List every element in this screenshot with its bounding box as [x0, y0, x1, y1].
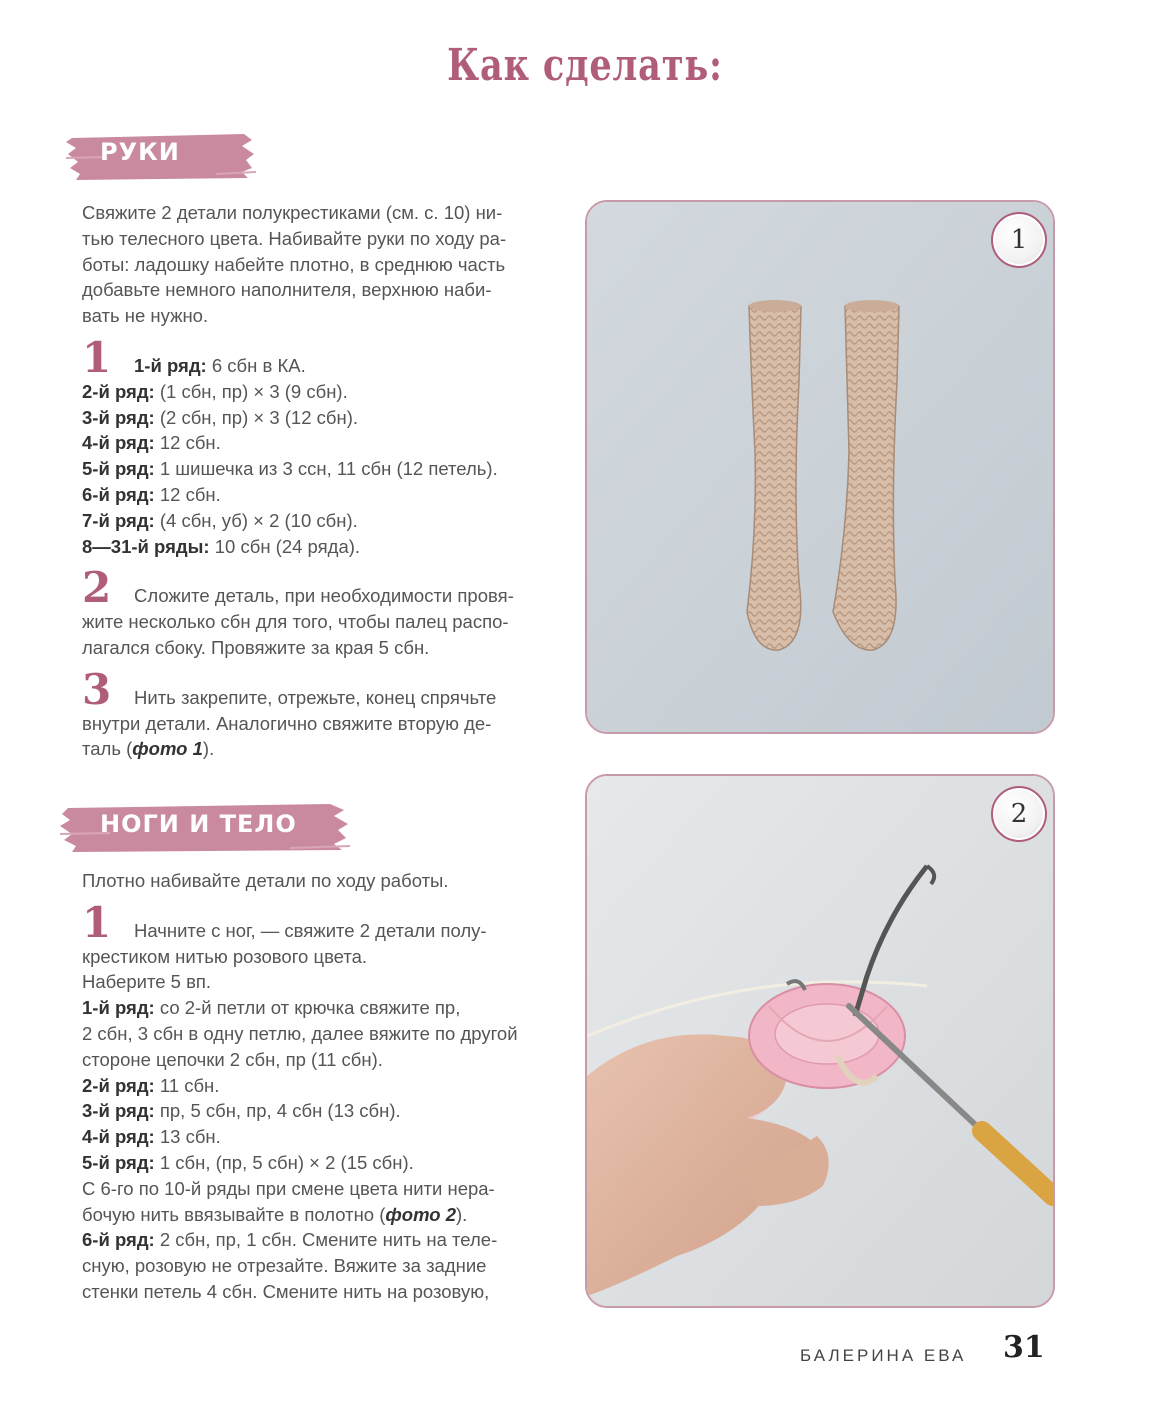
photo-1-crocheted-arms — [585, 200, 1055, 734]
row-text: пр, 5 сбн, пр, 4 сбн (13 сбн). — [154, 1100, 401, 1122]
arms-row — [82, 482, 562, 508]
arms-instructions — [82, 200, 562, 762]
arms-row — [82, 456, 562, 482]
arms-row — [82, 430, 562, 456]
crochet-arm-left — [747, 300, 801, 650]
row-text: 1 сбн, (пр, 5 сбн) × 2 (15 сбн). — [154, 1151, 414, 1173]
arms-intro-line: вать не нужно. — [82, 305, 209, 327]
section-heading-legs-label: НОГИ И ТЕЛО — [100, 810, 297, 838]
page-number: 31 — [1003, 1330, 1045, 1365]
text-fragment: ). — [456, 1203, 468, 1225]
row-label: 1-й ряд: — [134, 354, 207, 376]
text-fragment: бочую нить ввязывайте в полотно ( — [82, 1203, 386, 1225]
photo-reference: фото 2 — [385, 1203, 457, 1225]
arms-step-2 — [82, 563, 562, 613]
step-number: 3 — [82, 664, 112, 714]
text-fragment: таль ( — [82, 738, 133, 760]
arms-step-3 — [82, 664, 562, 714]
row-text: 1 шишечка из 3 ссн, 11 сбн (12 петель). — [154, 458, 498, 480]
step-text-line: крестиком нитью розового цвета. — [82, 945, 368, 967]
row-text: со 2-й петли от крючка свяжите пр, — [154, 997, 461, 1019]
photo-reference: фото 1 — [132, 738, 203, 760]
text-fragment: ). — [202, 738, 215, 760]
legs-row — [82, 1073, 562, 1099]
row-label: 7-й ряд: — [82, 509, 155, 531]
row-label: 8—31-й ряды: — [82, 535, 210, 557]
step-text-line — [82, 736, 562, 762]
row-label: 2-й ряд: — [82, 1074, 155, 1096]
step-text-line: лагался сбоку. Провяжите за края 5 сбн. — [82, 636, 430, 658]
row-label: 5-й ряд: — [82, 1151, 155, 1173]
page-title: Как сделать: — [447, 40, 723, 91]
step-text-line — [82, 1202, 562, 1228]
legs-intro: Плотно набивайте детали по ходу работы. — [82, 870, 449, 891]
arms-intro-line: Свяжите 2 детали полукрестиками (см. с. 10) ни- — [82, 202, 503, 223]
row-text: 11 сбн. — [154, 1074, 220, 1096]
row-label: 2-й ряд: — [82, 380, 155, 402]
step-text: Начните с ног, — свяжите 2 детали полу- — [134, 919, 487, 941]
row-label: 3-й ряд: — [82, 1100, 155, 1122]
section-heading-arms-label: РУКИ — [100, 138, 180, 166]
photo-number-badge: 1 — [991, 212, 1047, 268]
row-label: 1-й ряд: — [82, 997, 155, 1019]
legs-row — [82, 1150, 562, 1176]
crochet-hand-illustration — [587, 776, 1053, 1306]
row-text: (1 сбн, пр) × 3 (9 сбн). — [154, 380, 348, 402]
arms-row — [82, 405, 562, 431]
legs-row — [82, 1098, 562, 1124]
step-text-line: жите несколько сбн для того, чтобы палец распо- — [82, 611, 509, 633]
step-number: 2 — [82, 563, 112, 613]
photo-number-badge: 2 — [991, 786, 1047, 842]
step-number: 1 — [82, 897, 112, 947]
step-text: Сложите деталь, при необходимости провя- — [134, 585, 514, 607]
row-label: 5-й ряд: — [82, 458, 155, 480]
step-text-line: 2 сбн, 3 сбн в одну петлю, далее вяжите по другой — [82, 1022, 518, 1044]
step-text-line: сную, розовую не отрезайте. Вяжите за задние — [82, 1255, 487, 1277]
arms-row — [82, 508, 562, 534]
arms-step-1-row-1 — [82, 332, 562, 382]
row-text: 12 сбн. — [154, 432, 221, 454]
row-text: 6 сбн в КА. — [206, 354, 306, 376]
arms-illustration — [587, 202, 1053, 732]
row-label: 6-й ряд: — [82, 1229, 155, 1251]
arms-row — [82, 379, 562, 405]
row-label: 3-й ряд: — [82, 406, 155, 428]
row-text: 13 сбн. — [154, 1126, 221, 1148]
row-text: 12 сбн. — [154, 483, 221, 505]
row-label: 4-й ряд: — [82, 1126, 155, 1148]
arms-intro-line: боты: ладошку набейте плотно, в среднюю часть — [82, 253, 506, 275]
step-text-line: Наберите 5 вп. — [82, 971, 212, 993]
row-text: (4 сбн, уб) × 2 (10 сбн). — [154, 509, 358, 531]
legs-instructions — [82, 868, 562, 1305]
arms-intro-line: тью телесного цвета. Набивайте руки по ходу ра- — [82, 227, 507, 249]
row-text: 10 сбн (24 ряда). — [209, 535, 361, 557]
section-heading-arms — [66, 128, 256, 184]
arms-row — [82, 534, 562, 560]
step-text: Нить закрепите, отрежьте, конец спрячьте — [134, 686, 497, 708]
row-label: 4-й ряд: — [82, 432, 155, 454]
step-text-line: внутри детали. Аналогично свяжите вторую де- — [82, 712, 492, 734]
row-text: (2 сбн, пр) × 3 (12 сбн). — [154, 406, 359, 428]
section-heading-legs-body — [60, 800, 350, 856]
step-text-line: стенки петель 4 сбн. Смените нить на розовую, — [82, 1280, 490, 1302]
legs-row — [82, 995, 562, 1021]
arms-intro-line: добавьте немного наполнителя, верхнюю наби- — [82, 279, 492, 301]
photo-2-crocheting-leg — [585, 774, 1055, 1308]
legs-row — [82, 1124, 562, 1150]
legs-step-1 — [82, 897, 562, 947]
row-text: 2 сбн, пр, 1 сбн. Смените нить на теле- — [154, 1229, 498, 1251]
row-label: 6-й ряд: — [82, 483, 155, 505]
step-text-line: стороне цепочки 2 сбн, пр (11 сбн). — [82, 1048, 383, 1070]
step-text-line: С 6-го по 10-й ряды при смене цвета нити нера- — [82, 1177, 495, 1199]
step-number: 1 — [82, 332, 112, 382]
footer-book-title: БАЛЕРИНА ЕВА — [800, 1346, 967, 1365]
legs-row — [82, 1227, 562, 1253]
